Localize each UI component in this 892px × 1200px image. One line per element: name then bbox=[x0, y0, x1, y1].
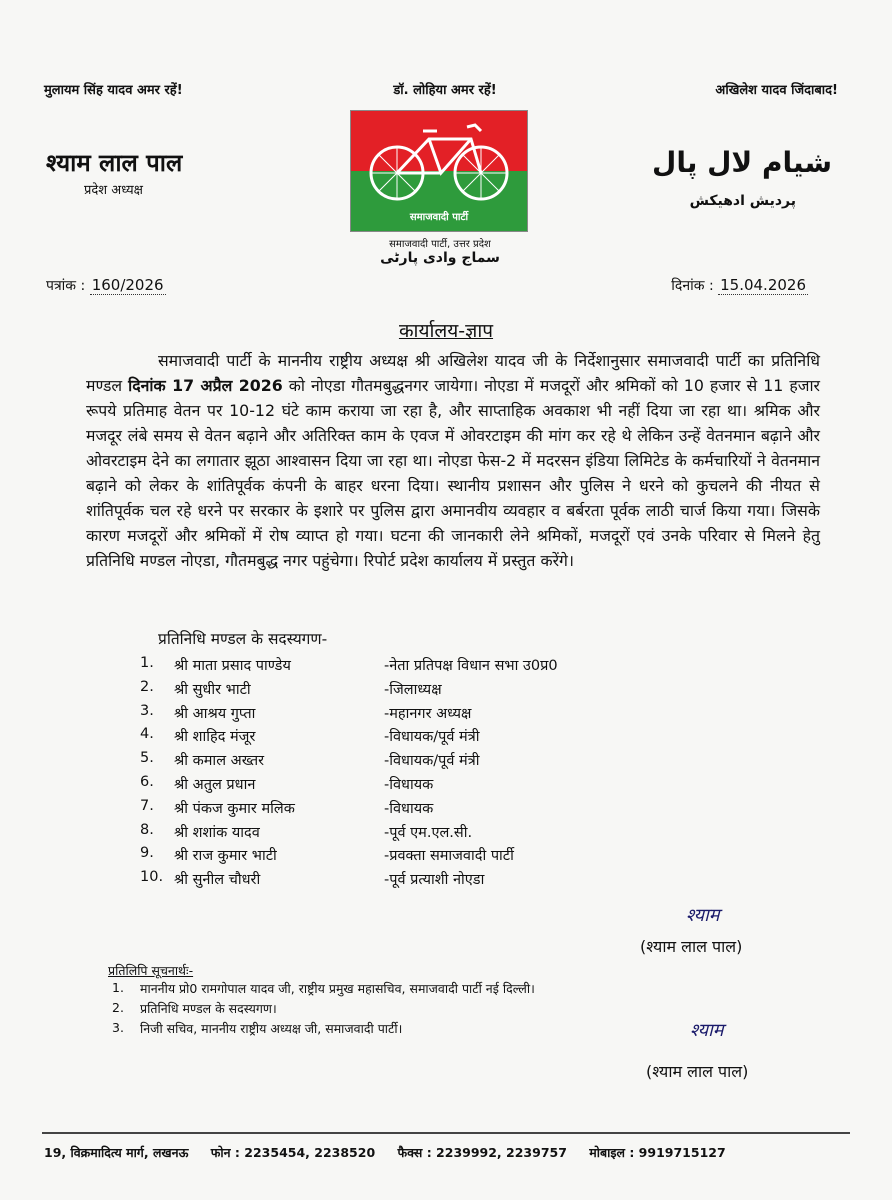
member-row bbox=[140, 845, 700, 869]
reference-number bbox=[46, 276, 166, 295]
footer-contact bbox=[44, 1144, 744, 1161]
body-text-date-bold: दिनांक 17 अप्रैल 2026 bbox=[128, 376, 283, 395]
member-name: श्री शाहिद मंजूर bbox=[174, 729, 256, 746]
member-row bbox=[140, 774, 700, 798]
member-row bbox=[140, 869, 700, 893]
party-flag-logo bbox=[350, 110, 528, 232]
copy-to-number: 3. bbox=[112, 1020, 124, 1035]
copy-to-item bbox=[112, 980, 712, 1000]
footer-mobile: मोबाइल : 9919715127 bbox=[589, 1145, 726, 1160]
member-name: श्री राज कुमार भाटी bbox=[174, 848, 277, 865]
member-number: 5. bbox=[140, 750, 154, 767]
slogan-center: डॉ. लोहिया अमर रहें! bbox=[393, 83, 497, 98]
copy-to-item bbox=[112, 1000, 712, 1020]
body-text-part1: समाजवादी पार्टी के माननीय राष्ट्रीय अध्यक्ष श्री अखिलेश यादव जी के निर्देशानुसार समाजवादी पार्टी का प्रतिनिधि मण्डल bbox=[86, 351, 820, 395]
copy-to-heading: प्रतिलिपि सूचनार्थः- bbox=[108, 963, 194, 978]
footer-address: 19, विक्रमादित्य मार्ग, लखनऊ bbox=[44, 1145, 189, 1160]
letter-date bbox=[671, 276, 808, 295]
copy-to-text: निजी सचिव, माननीय राष्ट्रीय अध्यक्ष जी, समाजवादी पार्टी। bbox=[140, 1021, 403, 1036]
slogan-left: मुलायम सिंह यादव अमर रहें! bbox=[44, 83, 183, 98]
member-number: 1. bbox=[140, 655, 154, 671]
member-designation: -पूर्व एम.एल.सी. bbox=[384, 824, 473, 841]
member-designation: -प्रवक्ता समाजवादी पार्टी bbox=[384, 848, 514, 865]
document-title: कार्यालय-ज्ञाप bbox=[398, 320, 494, 342]
member-name: श्री पंकज कुमार मलिक bbox=[174, 800, 295, 817]
footer-divider bbox=[42, 1132, 850, 1134]
member-designation: -विधायक/पूर्व मंत्री bbox=[384, 729, 480, 746]
members-heading: प्रतिनिधि मण्डल के सदस्यगण- bbox=[158, 630, 328, 648]
member-number: 8. bbox=[140, 821, 154, 838]
sender-title-urdu: پردیش ادھیکش bbox=[689, 193, 796, 209]
member-name: श्री माता प्रसाद पाण्डेय bbox=[174, 658, 291, 674]
member-row bbox=[140, 798, 700, 822]
member-name: श्री कमाल अख्तर bbox=[174, 753, 265, 770]
member-row bbox=[140, 703, 700, 727]
letter-date-label: दिनांक : bbox=[671, 278, 714, 294]
party-name-hindi: समाजवादी पार्टी, उत्तर प्रदेश bbox=[389, 239, 491, 250]
member-row bbox=[140, 679, 700, 703]
sender-name-hindi: श्याम लाल पाल bbox=[46, 149, 183, 177]
member-name: श्री सुनील चौधरी bbox=[174, 872, 261, 889]
slogan-right: अखिलेश यादव जिंदाबाद! bbox=[715, 83, 838, 98]
copy-to-text: प्रतिनिधि मण्डल के सदस्यगण। bbox=[140, 1001, 277, 1016]
member-number: 4. bbox=[140, 726, 154, 743]
reference-number-label: पत्रांक : bbox=[46, 278, 86, 294]
copy-to-number: 2. bbox=[112, 1000, 124, 1015]
copy-to-number: 1. bbox=[112, 980, 124, 995]
member-row bbox=[140, 750, 700, 774]
footer-fax: फैक्स : 2239992, 2239757 bbox=[397, 1145, 567, 1160]
signatory-name-2: (श्याम लाल पाल) bbox=[646, 1062, 749, 1081]
member-designation: -पूर्व प्रत्याशी नोएडा bbox=[384, 872, 485, 889]
footer-phone: फोन : 2235454, 2238520 bbox=[210, 1145, 376, 1160]
copy-to-list bbox=[112, 980, 712, 1040]
member-number: 10. bbox=[140, 869, 164, 886]
member-number: 9. bbox=[140, 845, 154, 862]
member-designation: -विधायक/पूर्व मंत्री bbox=[384, 753, 480, 770]
member-number: 6. bbox=[140, 773, 154, 790]
flag-party-label: समाजवादी पार्टी bbox=[409, 212, 469, 223]
member-designation: -महानगर अध्यक्ष bbox=[384, 705, 472, 722]
member-row bbox=[140, 822, 700, 846]
copy-to-text: माननीय प्रो0 रामगोपाल यादव जी, राष्ट्रीय प्रमुख महासचिव, समाजवादी पार्टी नई दिल्ली। bbox=[140, 981, 535, 996]
copy-to-item bbox=[112, 1020, 712, 1040]
member-designation: -विधायक bbox=[384, 776, 434, 793]
reference-number-value: 160/2026 bbox=[91, 276, 164, 294]
member-number: 7. bbox=[140, 797, 154, 814]
member-name: श्री सुधीर भाटी bbox=[174, 681, 251, 698]
member-row bbox=[140, 726, 700, 750]
member-name: श्री अतुल प्रधान bbox=[174, 776, 256, 793]
party-name-urdu: سماج وادی پارٹی bbox=[380, 250, 500, 266]
bicycle-icon bbox=[359, 117, 519, 209]
member-number: 3. bbox=[140, 702, 154, 719]
member-number: 2. bbox=[140, 678, 154, 695]
members-list bbox=[140, 655, 700, 893]
member-name: श्री आश्रय गुप्ता bbox=[174, 705, 256, 722]
signatory-name-1: (श्याम लाल पाल) bbox=[640, 937, 743, 956]
member-designation: -विधायक bbox=[384, 800, 434, 817]
body-text-part2: को नोएडा गौतमबुद्धनगर जायेगा। नोएडा में मजदूरों और श्रमिकों को 10 हजार से 11 हजार रूपये प्रतिमाह वेतन पर 10-12 घंटे काम कराया जा रहा है, और साप्ताहिक अवकाश भी नहीं दिया जा रहा था। श्रमिक और मजदूर लंबे समय से वेतन बढ़ाने और अतिरिक्त काम के एवज में ओवरटाइम की मांग कर रहे थे लेकिन उन्हें वेतनमान बढ़ाने और ओवरटाइम देने का लगातार झूठा आश्वासन दिया जा रहा था। नोएडा फेस-2 में मदरसन इंडिया लिमिटेड के कर्मचारियों ने वेतनमान बढ़ाने को लेकर के शांतिपूर्वक कंपनी के बाहर धरना दिया। स्थानीय प्रशासन और पुलिस ने धरने को कुचलने की नीयत से शांतिपूर्वक चल रहे धरने पर सरकार के इशारे पर पुलिस द्वारा अमानवीय व्यवहार व बर्बरता पूर्वक लाठी चार्ज किया गया। जिसके कारण मजदूरों और श्रमिकों में रोष व्याप्त हो गया। घटना की जानकारी लेने श्रमिकों, मजदूरों एवं उनके परिवार से मिलने हेतु प्रतिनिधि मण्डल नोएडा, गौतमबुद्ध नगर पहुंचेगा। रिपोर्ट प्रदेश कार्यालय में प्रस्तुत करेंगे। bbox=[86, 376, 821, 570]
sender-name-urdu: شیام لال پال bbox=[652, 146, 832, 179]
signature-1: श्याम bbox=[686, 905, 720, 926]
member-row bbox=[140, 655, 700, 679]
member-designation: -नेता प्रतिपक्ष विधान सभा उ0प्र0 bbox=[384, 658, 558, 674]
member-designation: -जिलाध्यक्ष bbox=[384, 681, 442, 698]
sender-title-hindi: प्रदेश अध्यक्ष bbox=[84, 183, 143, 198]
letter-date-value: 15.04.2026 bbox=[720, 276, 806, 294]
signature-2: श्याम bbox=[690, 1020, 724, 1041]
member-name: श्री शशांक यादव bbox=[174, 824, 260, 841]
body-paragraph bbox=[86, 348, 820, 573]
